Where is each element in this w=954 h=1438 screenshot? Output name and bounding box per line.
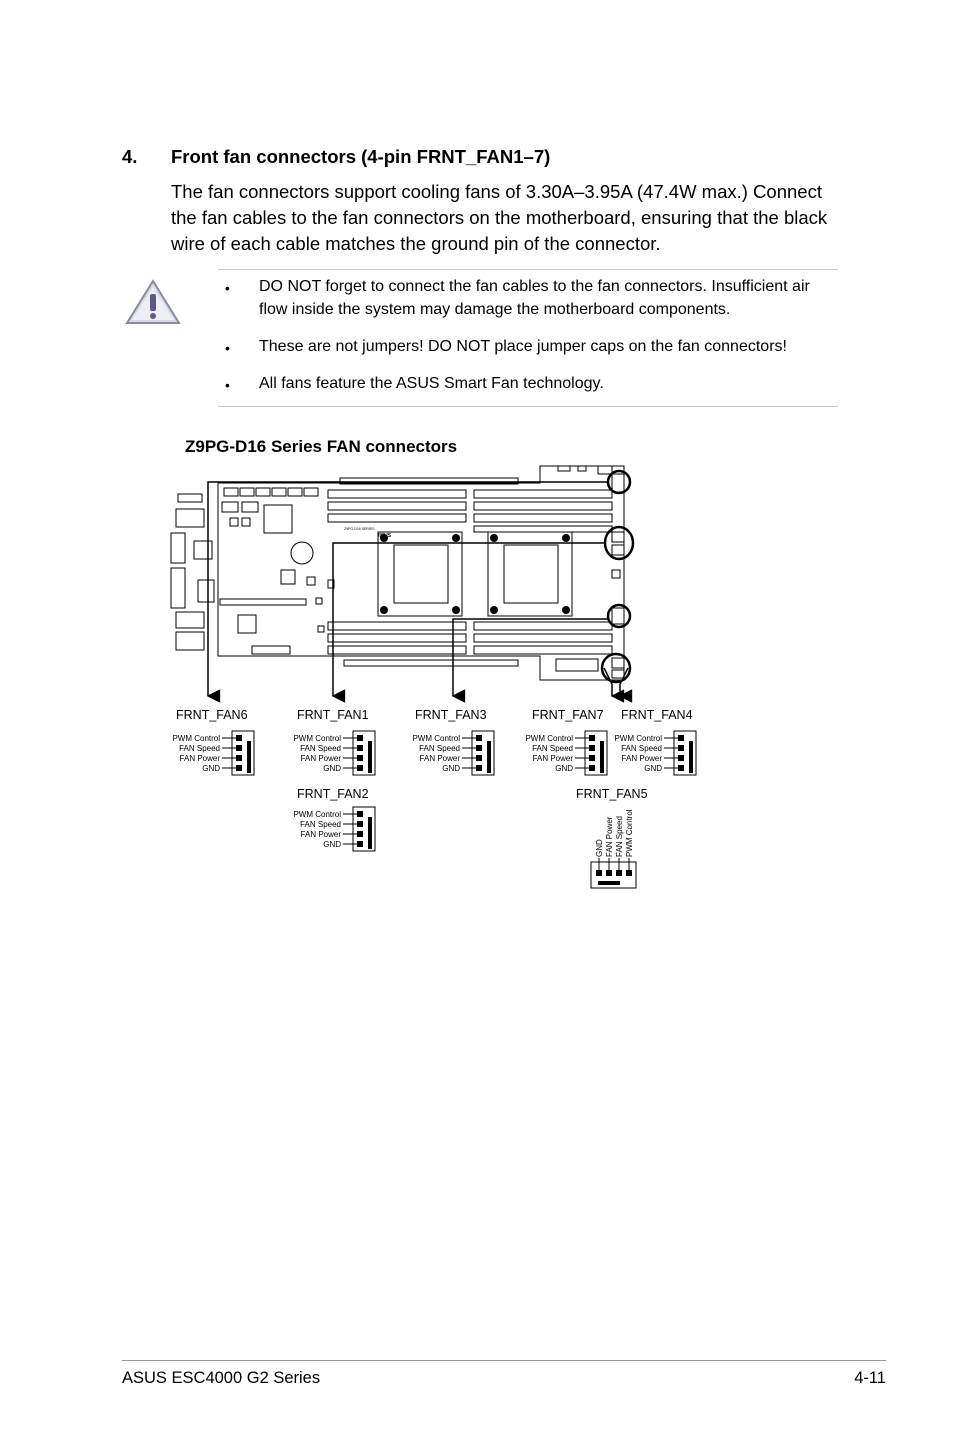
io-port (178, 494, 202, 502)
caution-item-3: All fans feature the ASUS Smart Fan technology. (259, 375, 604, 392)
footer-rule (122, 1360, 886, 1361)
svg-text:FAN Speed: FAN Speed (179, 744, 220, 753)
svg-text:GND: GND (323, 764, 341, 773)
connector-label: FRNT_FAN7 (532, 708, 604, 722)
connector-label: FRNT_FAN6 (176, 708, 248, 722)
cmos-battery (291, 542, 313, 564)
svg-text:GND: GND (595, 839, 604, 857)
svg-text:GND: GND (442, 764, 460, 773)
connector-frnt-fan6 (172, 708, 254, 775)
pcie-slot (220, 599, 306, 605)
fan-header (612, 532, 624, 542)
footer-product-name: ASUS ESC4000 G2 Series (122, 1369, 321, 1387)
footer-page-number: 4-11 (854, 1369, 886, 1387)
caution-bullet: • (225, 280, 230, 296)
svg-text:FAN Power: FAN Power (300, 830, 341, 839)
connector-frnt-fan1 (293, 708, 375, 775)
svg-text:FAN Power: FAN Power (300, 754, 341, 763)
connector-label: FRNT_FAN3 (415, 708, 487, 722)
caution-item-1: DO NOT forget to connect the fan cables to the fan connectors. Insufficient air flow inside the system may damage the motherboard components. (259, 278, 810, 318)
section-number: 4. (122, 146, 138, 167)
svg-text:PWM Control: PWM Control (412, 734, 460, 743)
diagram-title: Z9PG-D16 Series FAN connectors (185, 437, 458, 456)
connector-pinouts (0, 700, 954, 900)
fan-header (612, 670, 624, 678)
svg-text:FAN Speed: FAN Speed (419, 744, 460, 753)
board-brand-logo: /ISUS (378, 533, 392, 539)
svg-text:GND: GND (555, 764, 573, 773)
connector-label: FRNT_FAN4 (621, 708, 693, 722)
io-port (171, 533, 185, 563)
connector-frnt-fan7 (525, 708, 607, 775)
connector-label: FRNT_FAN1 (297, 708, 369, 722)
connector-frnt-fan4 (614, 708, 696, 775)
svg-text:PWM Control: PWM Control (293, 810, 341, 819)
io-port (176, 509, 204, 527)
connector-label: FRNT_FAN2 (297, 787, 369, 801)
fan-header (612, 608, 624, 624)
svg-text:GND: GND (644, 764, 662, 773)
svg-text:PWM Control: PWM Control (625, 809, 634, 857)
io-port (171, 568, 185, 608)
connector-frnt-fan5 (576, 787, 648, 888)
svg-text:FAN Speed: FAN Speed (621, 744, 662, 753)
fan-header (612, 545, 624, 555)
svg-text:PWM Control: PWM Control (172, 734, 220, 743)
io-port (176, 612, 204, 628)
svg-text:FAN Speed: FAN Speed (300, 744, 341, 753)
connector-label: FRNT_FAN5 (576, 787, 648, 801)
caution-bullet: • (225, 340, 230, 356)
svg-text:FAN Power: FAN Power (532, 754, 573, 763)
caution-bullet: • (225, 377, 230, 393)
chip (264, 505, 292, 533)
fan-header (612, 474, 624, 492)
leader-fan7 (604, 668, 612, 696)
caution-item-2: These are not jumpers! DO NOT place jumper caps on the fan connectors! (259, 338, 787, 355)
connector-frnt-fan3 (412, 708, 494, 775)
chip (194, 541, 212, 559)
section-title: Front fan connectors (4-pin FRNT_FAN1–7) (171, 146, 551, 167)
svg-text:FAN Speed: FAN Speed (300, 820, 341, 829)
header (252, 646, 290, 654)
svg-text:FAN Power: FAN Power (179, 754, 220, 763)
svg-text:PWM Control: PWM Control (293, 734, 341, 743)
svg-text:FAN Speed: FAN Speed (615, 816, 624, 857)
connector-frnt-fan2 (293, 787, 375, 851)
fan-header (612, 658, 624, 668)
io-port (176, 632, 204, 650)
section-paragraph: The fan connectors support cooling fans of 3.30A–3.95A (47.4W max.) Connect the fan cables to the fan connectors on the motherboard, ensuring that the black wire of each cable matches the ground pin of the connector. (171, 181, 828, 254)
svg-text:PWM Control: PWM Control (614, 734, 662, 743)
svg-text:FAN Speed: FAN Speed (532, 744, 573, 753)
svg-text:GND: GND (323, 840, 341, 849)
svg-text:PWM Control: PWM Control (525, 734, 573, 743)
svg-text:FAN Power: FAN Power (621, 754, 662, 763)
svg-text:FAN Power: FAN Power (605, 816, 614, 857)
leader-fan3 (453, 619, 608, 696)
svg-text:GND: GND (202, 764, 220, 773)
header (556, 659, 598, 671)
svg-text:FAN Power: FAN Power (419, 754, 460, 763)
board-marking: Z9PG-D16 SERIES (344, 527, 375, 531)
